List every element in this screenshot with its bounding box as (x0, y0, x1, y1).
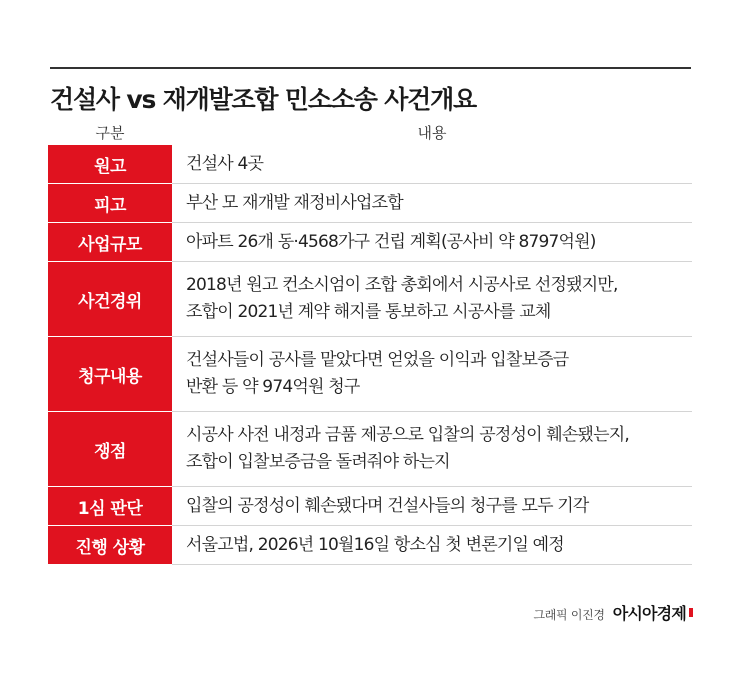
row-category: 피고 (48, 184, 172, 223)
column-header-category: 구분 (95, 124, 125, 142)
summary-table (48, 145, 692, 565)
top-rule (50, 67, 691, 69)
row-category: 쟁점 (48, 412, 172, 487)
row-category: 청구내용 (48, 337, 172, 412)
row-content (172, 223, 692, 261)
table-row-first-ruling (48, 487, 692, 526)
row-content (172, 184, 692, 222)
row-content-line: 서울고법, 2026년 10월16일 항소심 첫 변론기일 예정 (186, 534, 564, 555)
row-content-line: 아파트 26개 동·4568가구 건립 계획(공사비 약 8797억원) (186, 231, 596, 252)
table-row-status (48, 526, 692, 565)
row-category: 사업규모 (48, 223, 172, 262)
row-content (172, 487, 692, 525)
row-content-line: 조합이 입찰보증금을 돌려줘야 하는지 (186, 452, 450, 472)
graphic-credit: 그래픽 이진경 (533, 608, 605, 622)
row-content-line: 반환 등 약 974억원 청구 (186, 377, 360, 397)
row-content (172, 145, 692, 183)
table-row-project-scale (48, 223, 692, 262)
logo-mark-icon (689, 608, 693, 617)
row-content-line: 건설사들이 공사를 맡았다면 얻었을 이익과 입찰보증금 (186, 350, 569, 370)
page-title: 건설사 vs 재개발조합 민소소송 사건개요 (50, 85, 476, 114)
row-category: 원고 (48, 145, 172, 184)
outlet-logo: 아시아경제 (612, 604, 686, 623)
column-header-content: 내용 (417, 124, 447, 142)
row-category: 진행 상황 (48, 526, 172, 565)
row-category: 1심 판단 (48, 487, 172, 526)
table-row-background (48, 262, 692, 337)
row-content-line: 2018년 원고 컨소시엄이 조합 총회에서 시공사로 선정됐지만, (186, 275, 618, 295)
row-content (172, 412, 692, 486)
table-row-claim (48, 337, 692, 412)
row-content-line: 조합이 2021년 계약 해지를 통보하고 시공사를 교체 (186, 302, 551, 322)
table-row-defendant (48, 184, 692, 223)
row-content (172, 337, 692, 411)
row-content-line: 시공사 사전 내정과 금품 제공으로 입찰의 공정성이 훼손됐는지, (186, 425, 630, 445)
row-content-line: 입찰의 공정성이 훼손됐다며 건설사들의 청구를 모두 기각 (186, 495, 589, 516)
row-content-line: 부산 모 재개발 재정비사업조합 (186, 192, 403, 213)
table-row-plaintiff (48, 145, 692, 184)
row-category: 사건경위 (48, 262, 172, 337)
row-content (172, 262, 692, 336)
row-content (172, 526, 692, 564)
credit (533, 601, 693, 624)
row-content-line: 건설사 4곳 (186, 153, 264, 174)
table-row-issue (48, 412, 692, 487)
